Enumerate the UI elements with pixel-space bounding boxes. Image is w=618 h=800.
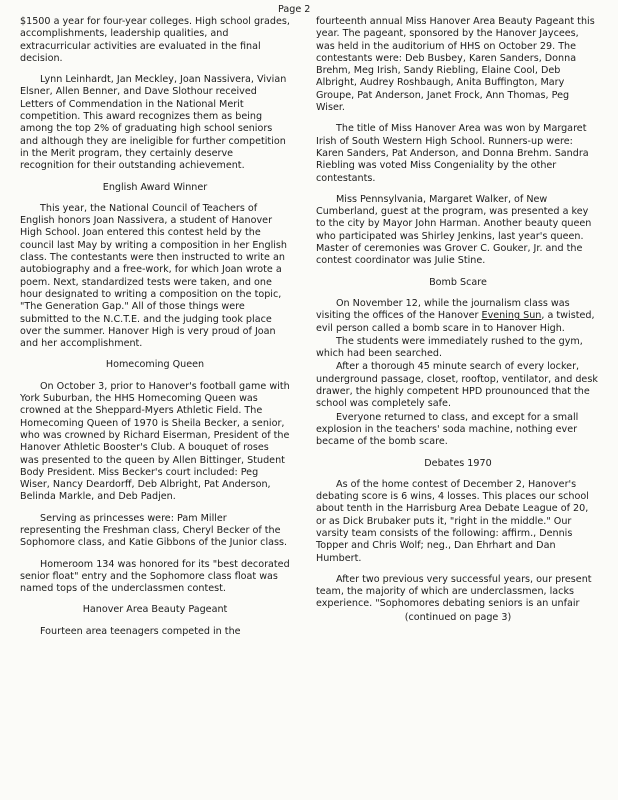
newspaper-title: Evening Sun (481, 310, 542, 322)
left-column (20, 16, 290, 647)
debate-score-paragraph: As of the home contest of December 2, Hanover's debating score is 6 wins, 4 losses. This places our school about tenth in the Harrisburg Area Debate League of 20, or as Dick Brubaker puts it, "right in the middle." Our varsity team consists of the following: affirm., Dennis Topper and Chris Wolf; neg., Dan Ehrhart and Dan Humbert. (316, 478, 589, 564)
pageant-guests-paragraph: Miss Pennsylvania, Margaret Walker, of New Cumberland, guest at the program, was presented a key to the city by Mayor John Harman. Another beauty queen who participated was Shirley Jenkins, last year's queen. Master of ceremonies was Grover C. Gouker, Jr. and the contest coordinator was Julie Stine. (316, 193, 592, 267)
right-column (316, 16, 600, 633)
homecoming-queen-paragraph: On October 3, prior to Hanover's football game with York Suburban, the HHS Homecoming Queen was crowned at the Sheppard-Myers Athletic Field. The Homecoming Queen of 1970 is Sheila Becker, a senior, who was crowned by Richard Eiserman, President of the Hanover Athletic Booster's Club. A bouquet of roses was presented to the queen by Allen Bittinger, Student Body President. Miss Becker's court included: Peg Wiser, Nancy Deardorff, Deb Albright, Pat Anderson, Belinda Markle, and Deb Padjen. (20, 380, 290, 503)
aftermath-paragraph: Everyone returned to class, and except for a small explosion in the teachers' soda machine, nothing ever became of the bomb scare. (316, 411, 579, 448)
english-award-heading: English Award Winner (102, 181, 208, 193)
princesses-paragraph: Serving as princesses were: Pam Miller representing the Freshman class, Cheryl Becker of the Sophomore class, and Katie Gibbons of the Junior class. (20, 512, 288, 549)
homecoming-queen-heading: Homecoming Queen (105, 359, 205, 371)
bomb-scare-text-a: On November 12, while the journalism class was visiting the offices of the Hanover (316, 297, 570, 322)
evacuation-paragraph: The students were immediately rushed to the gym, which had been searched. (316, 335, 583, 360)
bomb-scare-text-b: , a twisted, evil person called a bomb scare in to Hanover High. (316, 310, 595, 334)
debates-heading: Debates 1970 (424, 457, 492, 469)
beauty-pageant-paragraph-cont: fourteenth annual Miss Hanover Area Beauty Pageant this year. The pageant, sponsored by the Hanover Jaycees, was held in the auditorium of HHS on October 29. The contestants were: Deb Busbey, Karen Sanders, Donna Brehm, Meg Irish, Sandy Riebling, Elaine Cool, Deb Albright, Audrey Roshbaugh, Anita Buffington, Mary Groupe, Pat Anderson, Janet Frock, Ann Thomas, Peg Wiser. (316, 16, 595, 114)
pageant-winner-paragraph: The title of Miss Hanover Area was won by Margaret Irish of South Western High School. Runners-up were: Karen Sanders, Pat Anderson, and Donna Brehm. Sandra Riebling was voted Miss Congeniality by the other contestants. (316, 123, 589, 184)
bomb-scare-heading: Bomb Scare (429, 276, 487, 288)
page-number: Page 2 (278, 4, 311, 15)
bomb-scare-paragraph (316, 298, 600, 335)
scholarship-paragraph-end: $1500 a year for four-year colleges. High school grades, accomplishments, leadership qualities, and extracurricular activities are evaluated in the final decision. (20, 16, 290, 64)
beauty-pageant-paragraph-start: Fourteen area teenagers competed in the (40, 625, 241, 637)
float-award-paragraph: Homeroom 134 was honored for its "best decorated senior float" entry and the Sophomore class float was named tops of the underclassmen contest. (20, 558, 290, 595)
continued-note: (continued on page 3) (404, 611, 512, 623)
debate-team-paragraph: After two previous very successful years, our present team, the majority of which are underclassmen, lacks experience. "Sophomores debating seniors is an unfair (316, 573, 592, 610)
english-award-paragraph: This year, the National Council of Teachers of English honors Joan Nassivera, a student of Hanover High School. Joan entered this contest held by the council last May by writing a composition in her English class. The contestants were then instructed to write an autobiography and a free-work, for which Joan wrote a poem. Next, standardized tests were taken, and one hour designated to writing a composition on the topic, "The Generation Gap." All of those things were submitted to the N.C.T.E. and the judging took place over the summer. Hanover High is very proud of Joan and her accomplishment. (20, 202, 287, 350)
merit-commendation-paragraph: Lynn Leinhardt, Jan Meckley, Joan Nassivera, Vivian Elsner, Allen Benner, and Dave Slothour received Letters of Commendation in the National Merit competition. This award recognizes them as being among the top 2% of graduating high school seniors and although they are ineligible for further competition in the Merit program, they certainly deserve recognition for their outstanding achievement. (20, 74, 287, 172)
beauty-pageant-heading: Hanover Area Beauty Pageant (82, 604, 228, 616)
search-paragraph: After a thorough 45 minute search of every locker, underground passage, closet, rooftop, ventilator, and desk drawer, the highly competent HPD prounounced that the school was completely safe. (316, 361, 598, 410)
